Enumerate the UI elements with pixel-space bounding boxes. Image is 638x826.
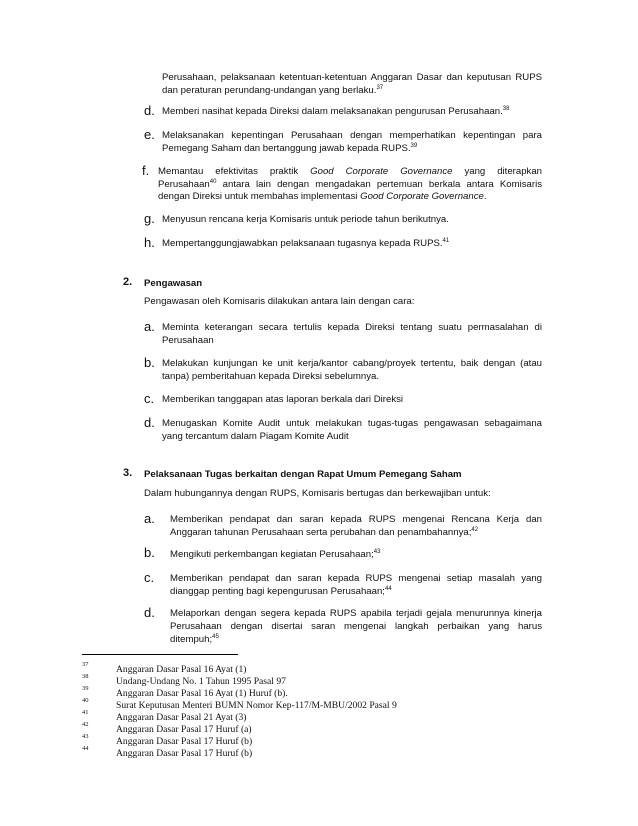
item-text: ditempuh;$^{45}$ bbox=[170, 633, 219, 645]
item-text: Meminta keterangan secara tertulis kepada Direksi tentang suatu permasalahan di bbox=[162, 322, 542, 333]
footnote-ref[interactable]: 45 bbox=[212, 633, 219, 640]
item-text: Memberi nasihat kepada Direksi dalam melaksanakan pengurusan Perusahaan.$^{38}$ bbox=[162, 105, 510, 117]
item-marker: a. bbox=[144, 319, 155, 334]
item-marker: c. bbox=[144, 391, 155, 406]
item-text: Memberikan pendapat dan saran kepada RUPS mengenai Rencana Kerja dan bbox=[170, 514, 542, 525]
item-text: Anggaran tahunan Perusahaan serta perubahan dan penambahannya;$^{42}$ bbox=[170, 526, 479, 538]
item-text: Melaksanakan kepentingan Perusahaan dengan memperhatikan kepentingan para bbox=[162, 130, 542, 141]
footnote-text: Anggaran Dasar Pasal 17 Huruf (b) bbox=[116, 736, 253, 747]
footnote-number: 41 bbox=[82, 709, 89, 716]
footnote-text: Surat Keputusan Menteri BUMN Nomor Kep-117/M-MBU/2002 Pasal 9 bbox=[116, 700, 397, 711]
footnote-text: Anggaran Dasar Pasal 17 Huruf (a) bbox=[116, 724, 252, 735]
item-text: Menyusun rencana kerja Komisaris untuk periode tahun berikutnya. bbox=[162, 214, 449, 225]
footnote-ref[interactable]: 42 bbox=[471, 526, 479, 533]
section-title: Pengawasan bbox=[144, 278, 203, 289]
footnote-ref[interactable]: 41 bbox=[442, 237, 450, 244]
item-marker: b. bbox=[144, 545, 155, 560]
item-text: Memberikan pendapat dan saran kepada RUPS mengenai setiap masalah yang bbox=[170, 573, 542, 584]
item-text: Perusahaan bbox=[162, 335, 214, 346]
item-marker: d. bbox=[144, 415, 155, 430]
footnote-text: Anggaran Dasar Pasal 17 Huruf (b) bbox=[116, 748, 253, 759]
footnote-ref[interactable]: 43 bbox=[373, 548, 381, 555]
item-text: Pemegang Saham dan bertanggung jawab kepada RUPS.$^{39}$ bbox=[162, 142, 418, 154]
section-title: Pelaksanaan Tugas berkaitan dengan Rapat Umum Pemegang Saham bbox=[144, 469, 462, 480]
item-text: dengan Direksi untuk membahas implementasi Good Corporate Governance. bbox=[158, 191, 487, 202]
footnote-number: 37 bbox=[82, 661, 89, 668]
item-text: Mempertanggungjawabkan pelaksanaan tugasnya kepada RUPS.$^{41}$ bbox=[162, 237, 450, 249]
footnote-ref[interactable]: 44 bbox=[384, 585, 392, 592]
item-text: Memberikan tanggapan atas laporan berkala dari Direksi bbox=[162, 394, 404, 405]
footnote-number: 40 bbox=[82, 697, 89, 704]
footnote-ref[interactable]: 38 bbox=[502, 105, 510, 112]
footnote-number: 42 bbox=[82, 721, 89, 728]
footnote-text: Undang-Undang No. 1 Tahun 1995 Pasal 97 bbox=[116, 676, 286, 687]
footnote-number: 39 bbox=[82, 685, 89, 692]
continuation-line-1: Perusahaan, pelaksanaan ketentuan-ketentuan Anggaran Dasar dan keputusan RUPS bbox=[162, 72, 542, 83]
item-text: Perusahaan$^{40}$ antara lain dengan mengadakan pertemuan berkala antara Komisaris bbox=[158, 178, 542, 190]
footnote-number: 43 bbox=[82, 733, 89, 740]
footnote-text: Anggaran Dasar Pasal 16 Ayat (1) Huruf (b). bbox=[116, 688, 288, 699]
item-text: tanpa) pemberitahuan kepada Direksi sebelumnya. bbox=[162, 371, 380, 382]
footnote-number: 44 bbox=[82, 745, 89, 752]
item-text: dianggap penting bagi kepengurusan Perusahaan;$^{44}$ bbox=[170, 585, 392, 597]
item-marker: g. bbox=[144, 211, 155, 226]
item-marker: d. bbox=[144, 605, 155, 620]
footnote-ref[interactable]: 40 bbox=[209, 178, 217, 185]
item-marker: c. bbox=[144, 570, 155, 585]
item-text: Mengikuti perkembangan kegiatan Perusahaan;$^{43}$ bbox=[170, 548, 381, 560]
footnote-ref[interactable]: 39 bbox=[410, 142, 418, 149]
section-number: 2. bbox=[123, 276, 133, 288]
item-marker: b. bbox=[144, 355, 155, 370]
footnote-separator bbox=[82, 654, 238, 655]
section-intro: Pengawasan oleh Komisaris dilakukan antara lain dengan cara: bbox=[144, 296, 415, 307]
section-intro: Dalam hubungannya dengan RUPS, Komisaris bertugas dan berkewajiban untuk: bbox=[144, 488, 491, 499]
section-number: 3. bbox=[123, 467, 133, 479]
item-marker: a. bbox=[144, 511, 155, 526]
footnote-ref[interactable]: 37 bbox=[376, 84, 384, 91]
item-marker: e. bbox=[144, 127, 155, 142]
footnote-text: Anggaran Dasar Pasal 21 Ayat (3) bbox=[116, 712, 247, 723]
footnote-number: 38 bbox=[82, 673, 89, 680]
continuation-line-2: dan peraturan perundang-undangan yang berlaku.$^{37}$ bbox=[162, 84, 384, 96]
item-text: Menugaskan Komite Audit untuk melakukan tugas-tugas pengawasan sebagaimana bbox=[162, 418, 542, 429]
item-text: Perusahaan dengan disertai saran mengenai langkah perbaikan yang harus bbox=[170, 621, 542, 632]
item-marker: f. bbox=[142, 163, 150, 178]
item-text: yang tercantum dalam Piagam Komite Audit bbox=[162, 431, 349, 442]
item-marker: h. bbox=[144, 235, 155, 250]
item-text: Melaporkan dengan segera kepada RUPS apabila terjadi gejala menurunnya kinerja bbox=[170, 608, 542, 619]
item-marker: d. bbox=[144, 103, 155, 118]
item-text: Memantau efektivitas praktik Good Corporate Governance yang diterapkan bbox=[158, 166, 543, 177]
footnote-text: Anggaran Dasar Pasal 16 Ayat (1) bbox=[116, 664, 247, 675]
item-text: Melakukan kunjungan ke unit kerja/kantor cabang/proyek tertentu, baik dengan (atau bbox=[162, 358, 542, 369]
